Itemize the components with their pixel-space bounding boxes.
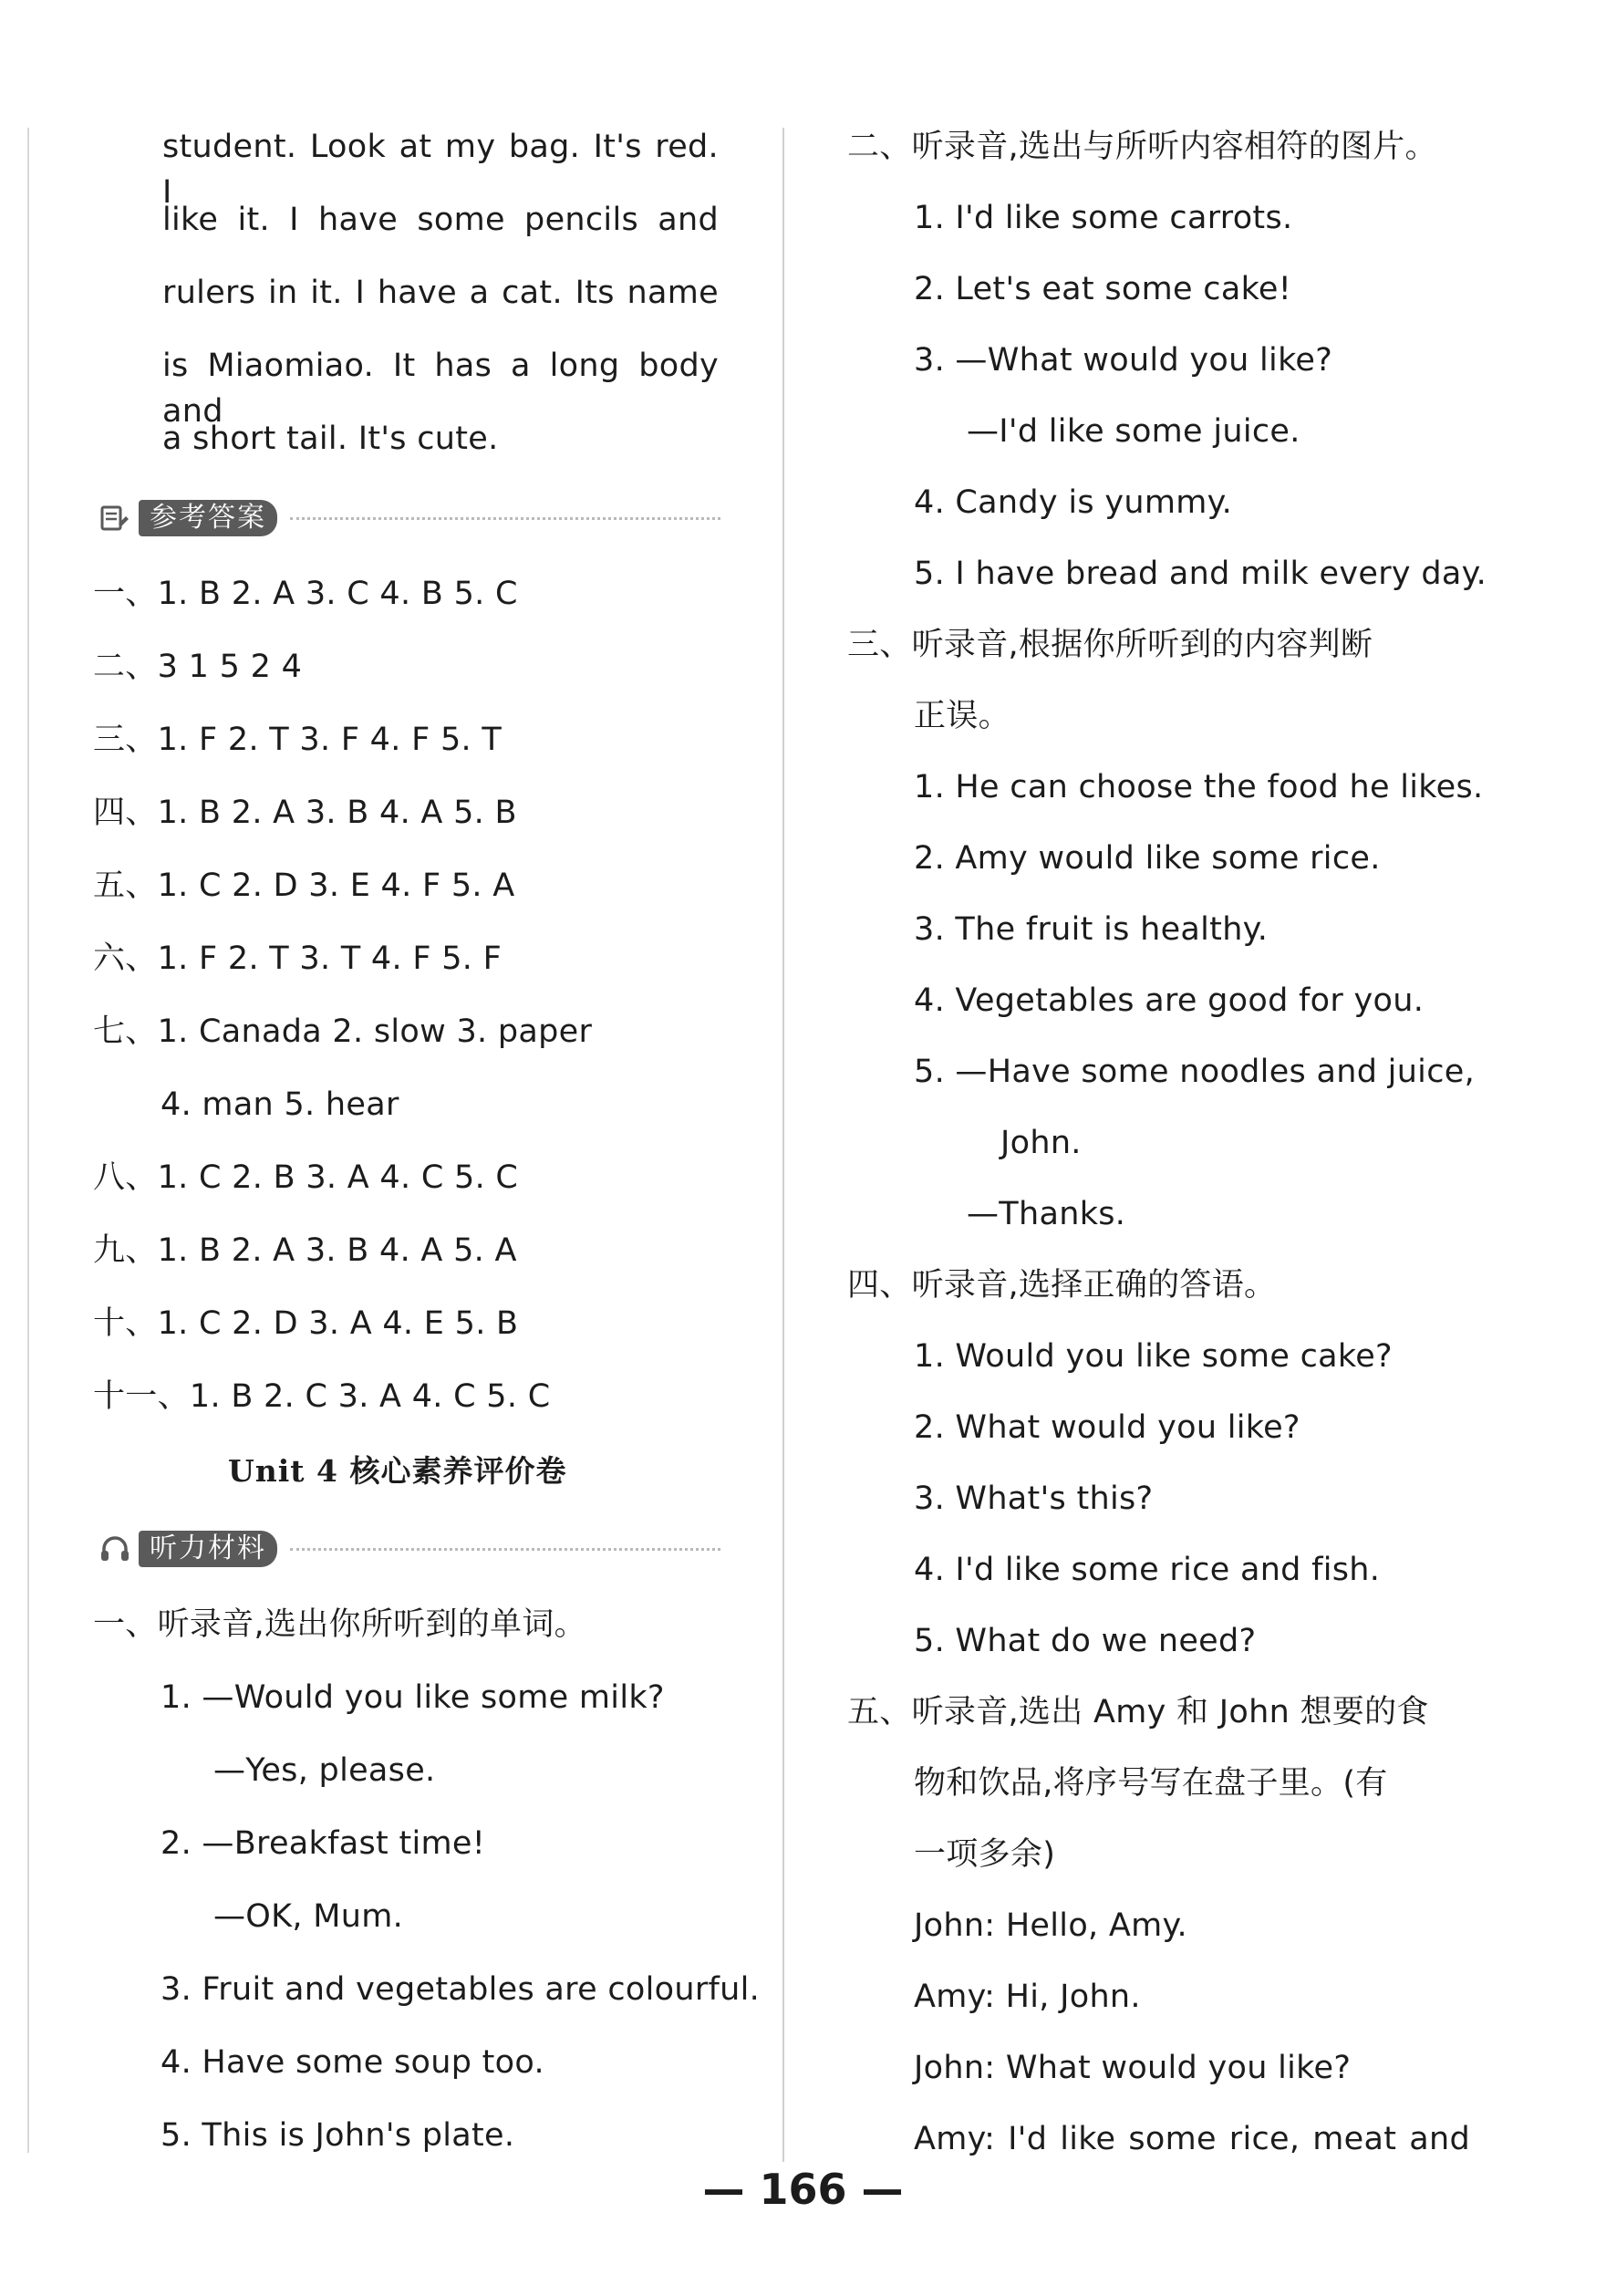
listening-item: 3. The fruit is healthy. [914,911,1269,948]
listening-header-label: 听力材料 [139,1531,277,1567]
section-title: 正误。 [914,698,1010,734]
listening-item: 5. I have bread and milk every day. [914,556,1487,592]
listening-item: 4. Have some soup too. [161,2044,544,2081]
answer-row: 十一、1. B 2. C 3. A 4. C 5. C [93,1378,551,1415]
section-title: 五、听录音,选出 Amy 和 John 想要的食 [847,1694,1429,1730]
listening-item: 1. —Would you like some milk? [161,1679,665,1716]
dialogue-line: Amy: I'd like some rice, meat and [914,2121,1470,2157]
answer-row: 五、1. C 2. D 3. E 4. F 5. A [93,867,515,904]
answer-row: 七、1. Canada 2. slow 3. paper [93,1013,593,1050]
listening-item: 2. —Breakfast time! [161,1825,486,1862]
page-number: — 166 — [702,2165,904,2214]
answers-header-label: 参考答案 [139,500,277,536]
listening-item: —Thanks. [967,1196,1126,1232]
header-dotted-rule [290,517,720,520]
listening-item: 3. —What would you like? [914,342,1333,379]
intro-line: student. Look at my bag. It's red. I [162,129,719,211]
answer-row: 四、1. B 2. A 3. B 4. A 5. B [93,795,517,831]
section-title: 四、听录音,选择正确的答语。 [847,1267,1277,1304]
answer-book-icon [97,500,133,536]
listening-item: 3. Fruit and vegetables are colourful. [161,1971,761,2008]
unit-title: Unit 4 核心素养评价卷 [228,1453,567,1489]
listening-item: 5. —Have some noodles and juice, [914,1054,1476,1090]
answers-header [97,498,720,538]
listening-item: 3. What's this? [914,1480,1154,1517]
listening-item: 2. Amy would like some rice. [914,840,1381,877]
listening-item: 4. Vegetables are good for you. [914,982,1425,1019]
header-dotted-rule [290,1548,720,1551]
listening-item: 1. Would you like some cake? [914,1338,1393,1375]
answer-row: 八、1. C 2. B 3. A 4. C 5. C [93,1159,519,1196]
answer-row: 一、1. B 2. A 3. C 4. B 5. C [93,576,518,612]
answer-row: 十、1. C 2. D 3. A 4. E 5. B [93,1305,519,1342]
intro-line: rulers in it. I have a cat. Its name [162,275,719,311]
answer-row: 二、3 1 5 2 4 [93,649,303,685]
section-title: 一、听录音,选出你所听到的单词。 [93,1606,586,1643]
section-title: 三、听录音,根据你所听到的内容判断 [847,627,1373,663]
left-margin-line [27,128,29,2153]
intro-line: a short tail. It's cute. [162,421,499,457]
headphones-icon [97,1531,133,1567]
listening-item: —Yes, please. [213,1752,436,1789]
section-title: 一项多余) [914,1836,1056,1873]
listening-item: 2. What would you like? [914,1409,1300,1446]
listening-item: 2. Let's eat some cake! [914,271,1292,307]
listening-item: 4. I'd like some rice and fish. [914,1552,1381,1588]
answer-row: 4. man 5. hear [161,1086,399,1123]
dialogue-line: Amy: Hi, John. [914,1979,1141,2015]
answer-row: 九、1. B 2. A 3. B 4. A 5. A [93,1232,517,1269]
answer-row: 六、1. F 2. T 3. T 4. F 5. F [93,940,503,977]
listening-item: John. [1000,1125,1082,1161]
listening-item: 5. What do we need? [914,1623,1257,1659]
intro-line: is Miaomiao. It has a long body and [162,348,719,430]
dialogue-line: John: Hello, Amy. [914,1907,1187,1944]
listening-item: 1. He can choose the food he likes. [914,769,1484,805]
listening-item: 5. This is John's plate. [161,2117,515,2154]
dialogue-line: John: What would you like? [914,2050,1352,2086]
listening-item: 1. I'd like some carrots. [914,200,1293,236]
answer-row: 三、1. F 2. T 3. F 4. F 5. T [93,722,503,758]
intro-line: like it. I have some pencils and [162,202,719,238]
listening-item: 4. Candy is yummy. [914,484,1233,521]
listening-item: —I'd like some juice. [967,413,1300,450]
listening-item: —OK, Mum. [213,1898,404,1935]
listening-header [97,1529,720,1569]
section-title: 二、听录音,选出与所听内容相符的图片。 [847,129,1437,165]
section-title: 物和饮品,将序号写在盘子里。(有 [914,1765,1388,1802]
column-divider [782,128,784,2162]
